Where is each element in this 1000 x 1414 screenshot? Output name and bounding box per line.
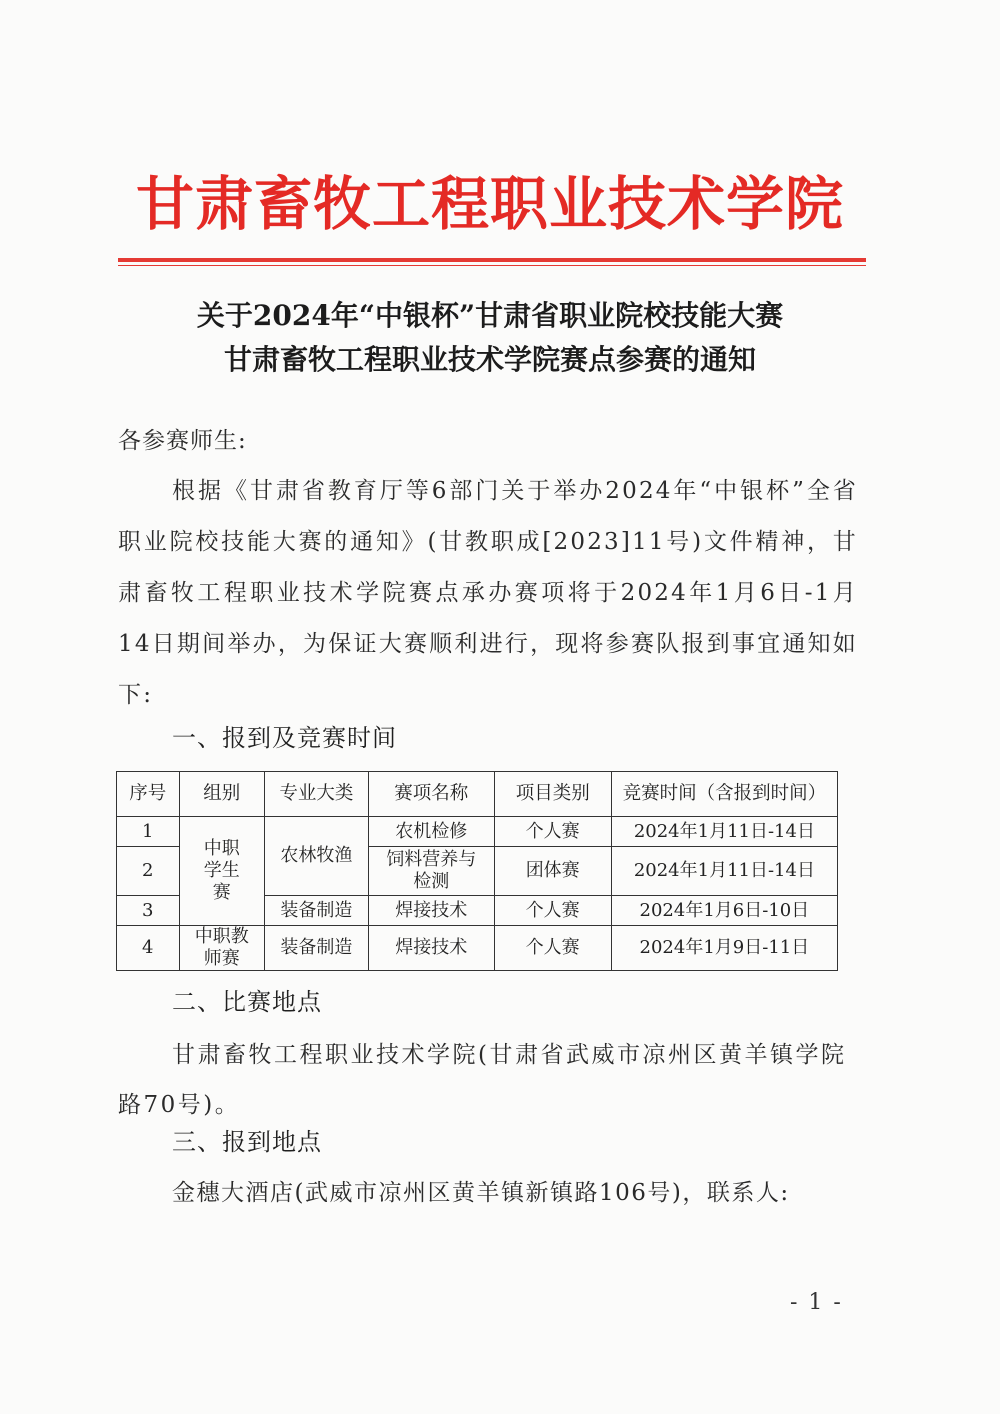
table-cell-major: 农林牧渔 <box>264 817 368 896</box>
table-cell-group <box>179 817 264 926</box>
table-cell-event <box>368 847 494 896</box>
table-cell-type: 个人赛 <box>494 896 611 926</box>
document-title-line-2: 甘肃畜牧工程职业技术学院赛点参赛的通知 <box>223 343 756 376</box>
table-header-cell: 竞赛时间（含报到时间） <box>611 772 837 817</box>
table-header-cell: 项目类别 <box>494 772 611 817</box>
table-row <box>117 817 838 847</box>
group-label: 中职教师赛 <box>194 926 249 969</box>
table-cell-time: 2024年1月11日-14日 <box>611 847 837 896</box>
table-cell-event: 焊接技术 <box>368 896 494 926</box>
table-header-row <box>117 772 838 817</box>
document-title-line-1: 关于2024年“中银杯”甘肃省职业院校技能大赛 <box>196 299 784 332</box>
table-header-cell: 专业大类 <box>264 772 368 817</box>
document-title <box>100 294 880 382</box>
table-cell-major: 装备制造 <box>264 926 368 971</box>
table-header-cell: 赛项名称 <box>368 772 494 817</box>
section-heading-venue: 二、比赛地点 <box>172 988 322 1016</box>
table-cell-group <box>179 926 264 971</box>
table-cell-type: 个人赛 <box>494 926 611 971</box>
table-row <box>117 926 838 971</box>
table-cell-time: 2024年1月9日-11日 <box>611 926 837 971</box>
event-label: 饲料营养与检测 <box>386 849 477 892</box>
table-header-cell: 组别 <box>179 772 264 817</box>
table-cell-event: 焊接技术 <box>368 926 494 971</box>
table-cell-no: 2 <box>117 847 180 896</box>
table-cell-event: 农机检修 <box>368 817 494 847</box>
salutation: 各参赛师生: <box>118 428 247 454</box>
table-cell-time: 2024年1月11日-14日 <box>611 817 837 847</box>
table-cell-major: 装备制造 <box>264 896 368 926</box>
letterhead-title: 甘肃畜牧工程职业技术学院 <box>135 170 844 238</box>
letterhead-rule-thin <box>118 265 866 266</box>
registration-paragraph: 金穗大酒店(武威市凉州区黄羊镇新镇路106号)，联系人: <box>172 1180 790 1206</box>
section-heading-schedule: 一、报到及竞赛时间 <box>172 724 397 752</box>
table-cell-time: 2024年1月6日-10日 <box>611 896 837 926</box>
schedule-table <box>116 771 838 971</box>
body-paragraph: 根据《甘肃省教育厅等6部门关于举办2024年“中银杯”全省职业院校技能大赛的通知》(甘教职成[2023]11号)文件精神，甘肃畜牧工程职业技术学院赛点承办赛项将于2024年1月6日-1月14日期间举办，为保证大赛顺利进行，现将参赛队报到事宜通知如下: <box>118 478 858 708</box>
group-label: 中职学生赛 <box>203 838 240 903</box>
table-header-cell: 序号 <box>117 772 180 817</box>
letterhead-rule-thick <box>118 258 866 262</box>
section-heading-registration: 三、报到地点 <box>172 1128 322 1156</box>
table-cell-type: 个人赛 <box>494 817 611 847</box>
table-cell-no: 3 <box>117 896 180 926</box>
table-cell-no: 1 <box>117 817 180 847</box>
venue-paragraph: 甘肃畜牧工程职业技术学院(甘肃省武威市凉州区黄羊镇学院路70号)。 <box>118 1042 847 1118</box>
page-number: - 1 - <box>790 1290 843 1315</box>
table-cell-type: 团体赛 <box>494 847 611 896</box>
table-cell-no: 4 <box>117 926 180 971</box>
